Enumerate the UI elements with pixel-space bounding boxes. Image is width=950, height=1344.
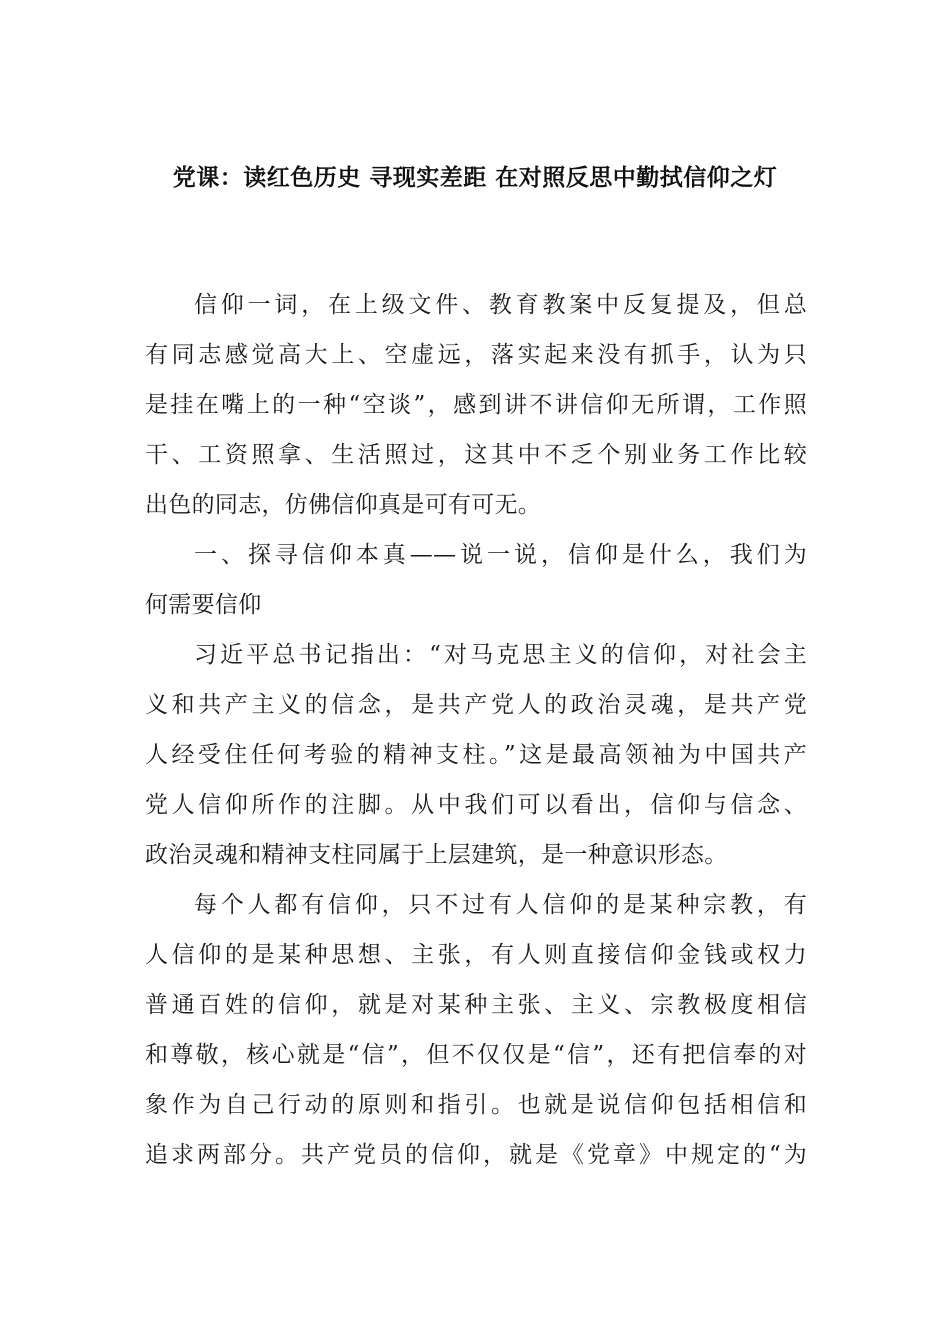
text-line: 政治灵魂和精神支柱同属于上层建筑，是一种意识形态。	[145, 842, 728, 868]
text-line: 人信仰的是某种思想、主张，有人则直接信仰金钱或权力	[145, 942, 807, 968]
text-line: 何需要信仰	[145, 592, 262, 618]
text-line: 每个人都有信仰，只不过有人信仰的是某种宗教，有	[194, 892, 807, 918]
text-line: 信仰一词，在上级文件、教育教案中反复提及，但总	[194, 292, 807, 318]
text-line: 普通百姓的信仰，就是对某种主张、主义、宗教极度相信	[145, 992, 807, 1018]
text-line: 和尊敬，核心就是“信”，但不仅仅是“信”，还有把信奉的对	[145, 1042, 807, 1068]
text-line: 一、探寻信仰本真——说一说，信仰是什么，我们为	[194, 542, 807, 568]
text-line: 义和共产主义的信念，是共产党人的政治灵魂，是共产党	[145, 692, 807, 718]
text-line: 出色的同志，仿佛信仰真是可有可无。	[145, 492, 542, 518]
text-line: 人经受住任何考验的精神支柱。”这是最高领袖为中国共产	[145, 742, 807, 768]
text-line: 习近平总书记指出：“对马克思主义的信仰，对社会主	[194, 642, 807, 668]
text-line: 有同志感觉高大上、空虚远，落实起来没有抓手，认为只	[145, 342, 807, 368]
text-line: 干、工资照拿、生活照过，这其中不乏个别业务工作比较	[145, 442, 807, 468]
text-line: 象作为自己行动的原则和指引。也就是说信仰包括相信和	[145, 1092, 807, 1118]
document-body	[145, 280, 807, 1180]
page-title: 党课：读红色历史 寻现实差距 在对照反思中勤拭信仰之灯	[172, 165, 778, 191]
text-line: 党人信仰所作的注脚。从中我们可以看出，信仰与信念、	[145, 792, 807, 818]
text-line: 是挂在嘴上的一种“空谈”，感到讲不讲信仰无所谓，工作照	[145, 392, 807, 418]
text-line: 追求两部分。共产党员的信仰，就是《党章》中规定的“为	[145, 1142, 807, 1168]
